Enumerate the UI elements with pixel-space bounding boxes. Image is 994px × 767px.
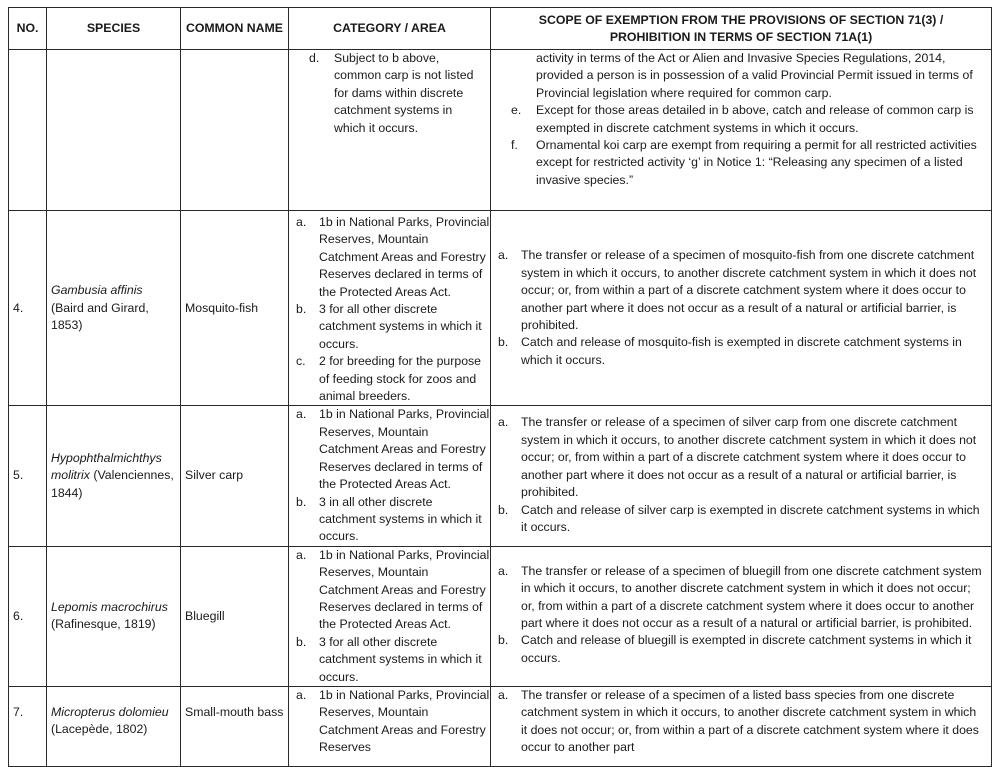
- list-marker: a.: [296, 687, 307, 702]
- list-marker: b.: [296, 302, 307, 317]
- list-item-text: 1b in National Parks, Provincial Reserves, Mountain Catchment Areas and Forestry Reserves declared in terms of the Protected Areas Act.: [319, 547, 490, 632]
- species-exemption-table: [8, 7, 992, 767]
- cell-scope: [491, 406, 992, 546]
- scope-list: [491, 414, 985, 536]
- cell-scope: [491, 686, 992, 766]
- cell-species: Micropterus dolomieu (Lacepède, 1802): [47, 686, 181, 766]
- cell-scope: [491, 546, 992, 686]
- list-item-text: 3 for all other discrete catchment systems in which it occurs.: [319, 302, 482, 351]
- list-marker: b.: [498, 335, 509, 350]
- list-marker: d.: [309, 51, 320, 65]
- list-item: [289, 353, 490, 405]
- list-marker: b.: [498, 502, 509, 517]
- list-item: [289, 301, 490, 353]
- list-marker: c.: [296, 354, 306, 369]
- list-marker: f.: [511, 138, 518, 153]
- cell-common: Small-mouth bass: [181, 686, 289, 766]
- cell-no: 7.: [9, 686, 47, 766]
- category-list: [289, 214, 490, 405]
- cell-scope: [491, 50, 992, 211]
- list-item-text: 2 for breeding for the purpose of feeding stock for zoos and animal breeders.: [319, 354, 482, 404]
- list-item-text: 3 for all other discrete catchment systems in which it occurs.: [319, 634, 482, 684]
- cell-common: Mosquito-fish: [181, 211, 289, 406]
- category-list: [289, 687, 490, 757]
- list-item-text: The transfer or release of a specimen of a listed bass species from one discrete catchment system in which it occurs, to another discrete catchment system in which it does not occur; or, from within a part of a discrete catchment system where it does occur to another part: [521, 687, 979, 755]
- scope-list: [491, 563, 987, 667]
- list-item-text: 1b in National Parks, Provincial Reserves, Mountain Catchment Areas and Forestry Reserves declared in terms of the Protected Areas Act.: [319, 215, 490, 299]
- list-item: [289, 214, 490, 301]
- table-row: [9, 546, 992, 686]
- list-item-text: 1b in National Parks, Provincial Reserves, Mountain Catchment Areas and Forestry Reserves: [319, 687, 490, 755]
- cell-species: [47, 50, 181, 211]
- list-marker: a.: [296, 547, 307, 562]
- list-item: [491, 102, 991, 137]
- list-marker: b.: [296, 634, 307, 649]
- list-marker: a.: [498, 248, 509, 263]
- list-marker: a.: [498, 415, 509, 430]
- scope-intro: activity in terms of the Act or Alien and Invasive Species Regulations, 2014, provided a person is in possession of a valid Provincial Permit issued in terms of Provincial legislation where required for common carp.: [536, 51, 973, 100]
- cell-category: [289, 546, 491, 686]
- header-no: NO.: [9, 8, 47, 50]
- list-item: [289, 494, 490, 546]
- table-row: [9, 211, 992, 406]
- category-list: [289, 547, 490, 686]
- category-list: [289, 406, 490, 545]
- list-item-text: Except for those areas detailed in b above, catch and release of common carp is exempted in discrete catchment systems in which it occurs.: [536, 103, 974, 135]
- header-scope: SCOPE OF EXEMPTION FROM THE PROVISIONS OF SECTION 71(3) / PROHIBITION IN TERMS OF SECTION 71A(1): [491, 8, 992, 50]
- cell-no: 6.: [9, 546, 47, 686]
- list-item-text: Catch and release of bluegill is exempted in discrete catchment systems in which it occurs.: [521, 633, 972, 665]
- list-item-text: Subject to b above, common carp is not listed for dams within discrete catchment systems in which it occurs.: [334, 51, 474, 135]
- list-item: [289, 687, 490, 757]
- list-item: [491, 414, 985, 501]
- list-item: [289, 547, 490, 634]
- list-item-text: Ornamental koi carp are exempt from requiring a permit for all restricted activities except for restricted activity ‘g’ in Notice 1: “Releasing any specimen of a listed invasive species.”: [536, 138, 977, 187]
- cell-common: Bluegill: [181, 546, 289, 686]
- list-marker: b.: [296, 494, 307, 509]
- table-row: [9, 406, 992, 546]
- list-item: [491, 502, 985, 537]
- list-item-text: The transfer or release of a specimen of silver carp from one discrete catchment system in which it occurs, to another discrete catchment system in which it does not occur; or, from within a part of a discrete catchment system where it does occur to another part where it does not occur as a result of a natural or artificial barrier, is prohibited.: [521, 415, 977, 500]
- list-item: [289, 406, 490, 493]
- scope-list: [491, 247, 985, 369]
- cell-common: Silver carp: [181, 406, 289, 546]
- list-item: [491, 563, 987, 633]
- category-list-cont: [289, 50, 490, 137]
- list-item: [491, 632, 987, 667]
- list-item-text: The transfer or release of a specimen of bluegill from one discrete catchment system in which it occurs, to another discrete catchment system in which it does not occur; or, from within a part of a discrete catchment system where it does occur to another part where it does not occur as a result of a natural or artificial barrier, is prohibited.: [521, 563, 982, 630]
- header-row: [9, 8, 992, 50]
- list-item-text: Catch and release of silver carp is exempted in discrete catchment systems in which it occurs.: [521, 502, 980, 534]
- cell-category: [289, 50, 491, 211]
- list-marker: e.: [511, 103, 522, 118]
- list-item-text: The transfer or release of a specimen of mosquito-fish from one discrete catchment system in which it occurs, to another discrete catchment system in which it does not occur; or, from within a part of a discrete catchment system where it does occur to another part where it does not occur as a result of a natural or artificial barrier, is prohibited.: [521, 248, 977, 332]
- table-row: [9, 686, 992, 766]
- cell-category: [289, 406, 491, 546]
- list-item: [289, 634, 490, 686]
- scope-list: [491, 687, 985, 757]
- list-marker: a.: [296, 215, 307, 229]
- cell-category: [289, 686, 491, 766]
- cell-category: [289, 211, 491, 406]
- list-item: [491, 137, 991, 189]
- list-item-text: 1b in National Parks, Provincial Reserves, Mountain Catchment Areas and Forestry Reserves declared in terms of the Protected Areas Act.: [319, 407, 490, 492]
- list-marker: a.: [498, 563, 509, 578]
- cell-common: [181, 50, 289, 211]
- list-marker: b.: [498, 633, 509, 648]
- scope-list-cont: [491, 102, 991, 189]
- cell-species: Lepomis macrochirus (Rafinesque, 1819): [47, 546, 181, 686]
- cell-species: Gambusia affinis (Baird and Girard, 1853): [47, 211, 181, 406]
- list-item: [289, 50, 490, 137]
- header-category: CATEGORY / AREA: [289, 8, 491, 50]
- header-species: SPECIES: [47, 8, 181, 50]
- cell-species: Hypophthalmichthys molitrix (Valenciennes, 1844): [47, 406, 181, 546]
- list-item-text: Catch and release of mosquito-fish is exempted in discrete catchment systems in which it occurs.: [521, 335, 962, 367]
- list-marker: a.: [296, 407, 307, 422]
- list-marker: a.: [498, 687, 509, 702]
- list-item-text: 3 in all other discrete catchment systems in which it occurs.: [319, 494, 482, 544]
- cell-no: 5.: [9, 406, 47, 546]
- header-common-name: COMMON NAME: [181, 8, 289, 50]
- cell-scope: [491, 211, 992, 406]
- cell-no: [9, 50, 47, 211]
- list-item: [491, 334, 985, 369]
- list-item: [491, 687, 985, 757]
- table-row-continued: [9, 50, 992, 211]
- cell-no: 4.: [9, 211, 47, 406]
- list-item: [491, 247, 985, 334]
